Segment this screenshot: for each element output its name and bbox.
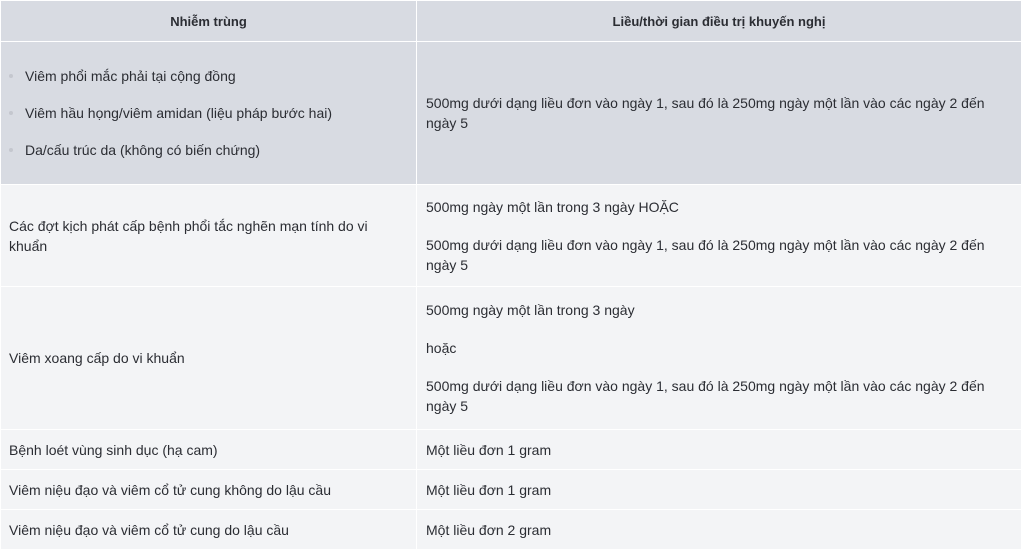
dose-text: 500mg dưới dạng liều đơn vào ngày 1, sau đó là 250mg ngày một lần vào các ngày 2 đến ngày 5: [426, 378, 985, 414]
list-item: [9, 95, 408, 132]
list-item: [9, 58, 408, 95]
infection-item: Da/cấu trúc da (không có biến chứng): [25, 142, 261, 158]
table-row: [1, 430, 1021, 470]
header-dose: Liều/thời gian điều trị khuyến nghị: [417, 1, 1021, 42]
infection-item: Viêm phổi mắc phải tại cộng đồng: [25, 68, 236, 84]
dose-cell: Một liều đơn 2 gram: [417, 510, 1021, 550]
dose-cell: [417, 185, 1021, 287]
infection-cell: [1, 185, 417, 287]
table-row: [1, 287, 1021, 430]
infection-item: Viêm hầu họng/viêm amidan (liệu pháp bước hai): [25, 105, 333, 121]
infection-cell: [1, 287, 417, 430]
bullet-icon: [9, 111, 13, 115]
table-row: [1, 185, 1021, 287]
dose-cell: Một liều đơn 1 gram: [417, 470, 1021, 510]
infection-cell: [1, 42, 417, 185]
table-row: [1, 42, 1021, 185]
infection-cell: Viêm niệu đạo và viêm cổ tử cung do lậu cầu: [1, 510, 417, 550]
dose-text: hoặc: [426, 340, 457, 356]
dose-text: 500mg ngày một lần trong 3 ngày HOẶC: [426, 198, 679, 215]
infection-text: Viêm xoang cấp do vi khuẩn: [9, 350, 185, 366]
dose-cell: [417, 42, 1021, 185]
dose-text: 500mg dưới dạng liều đơn vào ngày 1, sau đó là 250mg ngày một lần vào các ngày 2 đến ngày 5: [426, 236, 985, 273]
table-header-row: [1, 1, 1021, 42]
table-row: [1, 510, 1021, 550]
bullet-icon: [9, 148, 13, 152]
header-infection: Nhiễm trùng: [1, 1, 417, 42]
infection-cell: Viêm niệu đạo và viêm cổ tử cung không do lậu cầu: [1, 470, 417, 510]
table-row: [1, 470, 1021, 510]
dose-text: 500mg dưới dạng liều đơn vào ngày 1, sau đó là 250mg ngày một lần vào các ngày 2 đến ngày 5: [426, 95, 985, 131]
bullet-icon: [9, 74, 13, 78]
list-item: [9, 132, 408, 169]
dose-cell: Một liều đơn 1 gram: [417, 430, 1021, 470]
dose-cell: [417, 287, 1021, 430]
infection-cell: Bệnh loét vùng sinh dục (hạ cam): [1, 430, 417, 470]
infection-text: Các đợt kịch phát cấp bệnh phổi tắc nghẽn mạn tính do vi khuẩn: [9, 217, 368, 254]
dose-text: 500mg ngày một lần trong 3 ngày: [426, 302, 635, 318]
